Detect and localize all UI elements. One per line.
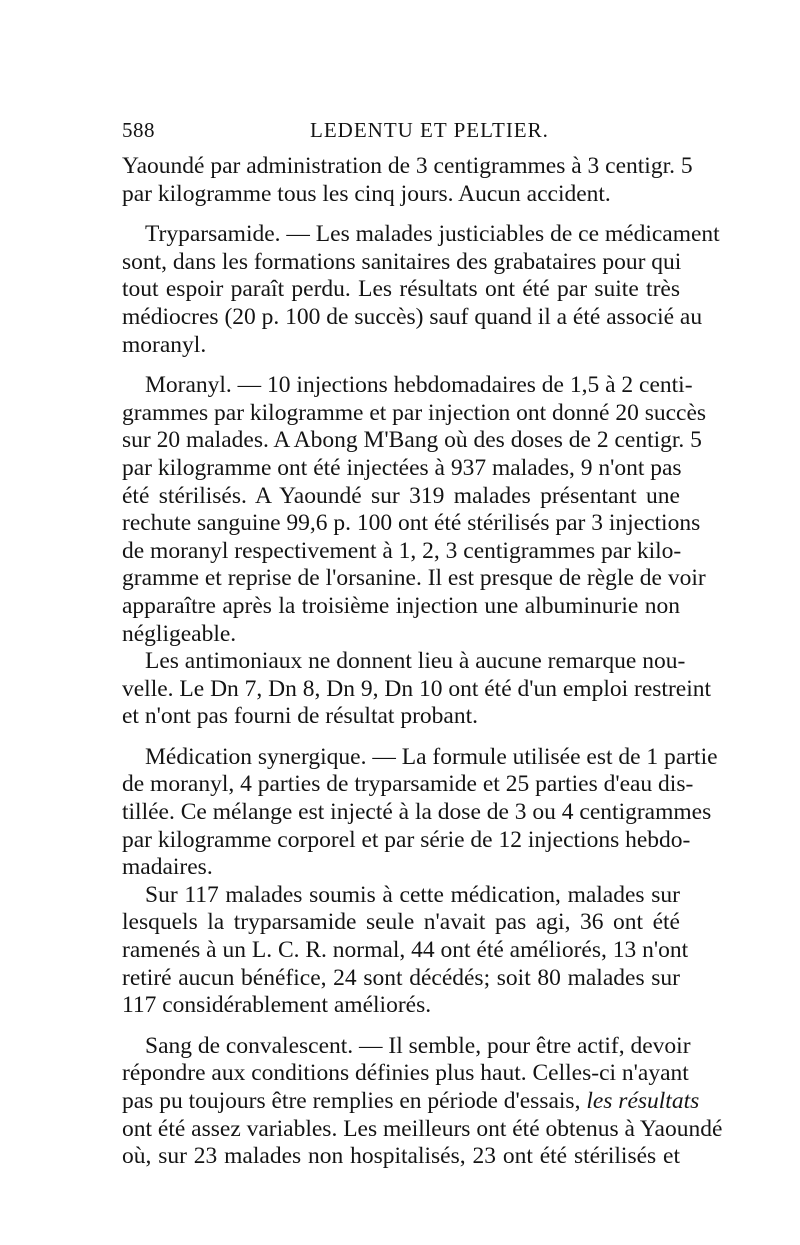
text-line: lesquels la tryparsamide seule n'avait pas agi, 36 ont été: [122, 909, 680, 936]
text-line: médiocres (20 p. 100 de succès) sauf quand il a été associé au: [122, 303, 703, 330]
paragraph-tryparsamide: [122, 221, 720, 359]
text-line: apparaître après la troisième injection une albuminurie non: [122, 592, 680, 619]
text-line: par kilogramme corporel et par série de 12 injections hebdo-: [122, 826, 691, 853]
text-line: Yaoundé par administration de 3 centigrammes à 3 centigr. 5: [122, 153, 693, 179]
text-line: sur 20 malades. A Abong M'Bang où des doses de 2 centigr. 5: [122, 427, 702, 454]
text-line: par kilogramme tous les cinq jours. Aucun accident.: [122, 180, 611, 207]
text-line: Sang de convalescent. — Il semble, pour être actif, devoir: [145, 1032, 691, 1059]
text-line: grammes par kilogramme et par injection ont donné 20 succès: [122, 399, 707, 426]
text-line: 117 considérablement améliorés.: [122, 992, 432, 1019]
paragraph-continuation: [122, 153, 693, 208]
text-line: répondre aux conditions définies plus haut. Celles-ci n'ayant: [122, 1060, 689, 1087]
text-line: tillée. Ce mélange est injecté à la dose de 3 ou 4 centigrammes: [122, 799, 712, 826]
paragraph-moranyl: [122, 372, 707, 648]
paragraph-medication-synergique: [122, 743, 718, 882]
text-line: rechute sanguine 99,6 p. 100 ont été stérilisés par 3 injections: [122, 510, 701, 537]
page-number: 588: [122, 118, 155, 142]
text-line: de moranyl, 4 parties de tryparsamide et 25 parties d'eau dis-: [122, 771, 694, 798]
text-line: Tryparsamide. — Les malades justiciables de ce médicament: [145, 221, 720, 248]
text-line: ont été assez variables. Les meilleurs ont été obtenus à Yaoundé: [122, 1115, 723, 1142]
text-line: retiré aucun bénéfice, 24 sont décédés; soit 80 malades sur: [122, 964, 680, 991]
text-segment: pas pu toujours être remplies en période d'essais,: [122, 1088, 581, 1114]
text-line: gramme et reprise de l'orsanine. Il est presque de règle de voir: [122, 565, 706, 592]
text-line-with-italic: [122, 1088, 700, 1116]
text-line: moranyl.: [122, 331, 207, 358]
paragraph-results-117: [122, 881, 689, 1020]
text-line: où, sur 23 malades non hospitalisés, 23 ont été stérilisés et: [122, 1143, 680, 1170]
text-line: par kilogramme ont été injectées à 937 malades, 9 n'ont pas: [122, 454, 682, 481]
text-line: Moranyl. — 10 injections hebdomadaires de 1,5 à 2 centi-: [145, 372, 693, 399]
running-head: LEDENTU ET PELTIER.: [310, 118, 549, 142]
text-line: velle. Le Dn 7, Dn 8, Dn 9, Dn 10 ont été d'un emploi restreint: [122, 675, 712, 702]
text-line: de moranyl respectivement à 1, 2, 3 centigrammes par kilo-: [122, 537, 682, 564]
text-line: Les antimoniaux ne donnent lieu à aucune remarque nou-: [145, 648, 686, 675]
text-line: Médication synergique. — La formule utilisée est de 1 partie: [145, 743, 718, 770]
body-text: [122, 153, 723, 1171]
text-line: tout espoir paraît perdu. Les résultats ont été par suite très: [122, 276, 680, 303]
paragraph-sang-convalescent: [122, 1032, 723, 1171]
page-header: [122, 118, 682, 148]
text-line: été stérilisés. A Yaoundé sur 319 malades présentant une: [122, 482, 680, 509]
text-line: négligeable.: [122, 620, 237, 647]
text-line: et n'ont pas fourni de résultat probant.: [122, 703, 478, 730]
paragraph-antimoniaux: [122, 648, 712, 731]
text-line: madaires.: [122, 854, 213, 881]
text-line: Sur 117 malades soumis à cette médication, malades sur: [145, 881, 680, 908]
text-line: sont, dans les formations sanitaires des grabataires pour qui: [122, 248, 682, 275]
text-line: ramenés à un L. C. R. normal, 44 ont été améliorés, 13 n'ont: [122, 937, 689, 964]
italic-phrase: les résultats: [586, 1088, 700, 1114]
